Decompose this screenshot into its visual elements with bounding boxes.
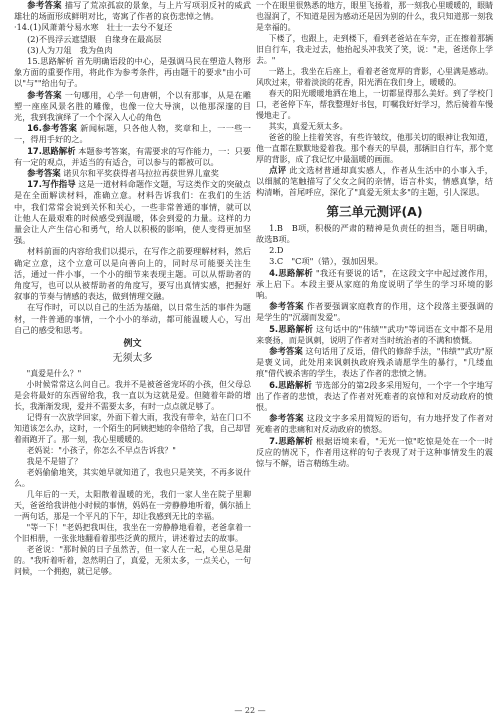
answer-item [256,436,493,470]
answer-item [256,346,493,380]
paragraph: ·14.(1)风萧萧兮易水寒 壮士一去兮不复还 [14,22,173,33]
analysis-text: 本题参考答案，有需要求的写作能力，一：只要有一定的观点，并适当的有适合，可以参与的都被可以。 [14,145,251,167]
essay-paragraph: 下楼了，也跟上，走到楼下，看到老爸站在车旁，正在擦着那辆旧自行车，我走过去，他抬起头冲我笑了笑，说："走，爸送你上学去。" [256,34,493,65]
essay-paragraph: 其实，真爱无须太多。 [268,122,348,131]
essay-paragraph: 爸爸的脸上挂着笑容，有些许皱纹，他那关切的眼神让我知道，他一直都在默默地爱着我。那个春天的早晨，那辆旧自行车，那个宽厚的背影，成了我记忆中最温暖的画面。 [256,133,493,164]
essay-paragraph: 春天的阳光暖暖地洒在地上，一切都显得那么美好。到了学校门口，老爸停下车，帮我整理好书包，叮嘱我好好学习，然后骑着车慢慢地走了。 [256,89,493,120]
analysis-text: 节选部分的第2段多采用短句，一个字一个字地写出了作者的悲愤，表达了作者对死难者的哀悼和对反动政府的愤恨。 [256,379,493,413]
paragraph: 在写作时，可以以自己的生活为基础，以日常生活的事件为题材，一件普通的事情，一个小小的举动，都可能温暖人心，写出自己的感受和思考。 [14,302,251,335]
answer-item [256,268,493,302]
comment-text: 此文选材普通却真实感人，作者从生活中的小事入手，以细腻的笔触描写了父女之间的亲情，语言朴实，情感真挚，结构清晰，首尾呼应，深化了"真爱无须太多"的主题，引人深思。 [256,165,493,198]
analysis-text: "我还有要说的话"，在这段文字中起过渡作用，承上启下。本段主要从家庭的角度说明了学生的学习环境的影响。 [256,267,493,301]
paragraph [14,168,251,179]
answer-item: 3.C "C项"（错），强加因果。 [269,256,383,267]
answer-text: 作者要强调家庭教育的作用，这个段落主要强调的是学生的"沉溺而发爱"。 [256,301,494,323]
guide-text: 这是一道材料命题作文题，写这类作文的突破点是在全面解读材料，准确立意。材料告诉我们：在我们的生活中，我们常常会说到关怀和关心，一些非常普通的事情，就可以让他人在最艰难的时候感受到温暖，体会到爱的力量。这样的力量会让人产生信心和勇气，给人以积极的影响，使人变得更加坚强。 [14,179,251,246]
essay-title: 无须太多 [112,353,153,365]
right-column [256,0,493,469]
essay-paragraph: 一个在眼里很熟悉的地方，眼里飞扬着，那一刻我心里暖暖的，眼睛也湿润了，不知道是因为感动还是因为别的什么，我只知道那一刻我是幸福的。 [256,1,493,32]
essay-paragraph: 老妈说："小孩子，你怎么不早点告诉我？" [26,445,176,455]
paragraph [14,123,251,145]
example-label: 例文 [123,339,142,350]
paragraph [14,179,251,246]
comment-paragraph [256,165,493,199]
paragraph: 材料前面的内容给我们以提示，在写作之前要理解材料，然后确定立意，这个立意可以是向善向上的，同时尽可能要关注生活，通过一件小事，一个小的细节来表现主题。可以从帮助者的角度写，也可以从被帮助者的角度写，要写出真情实感，把握好叙事的节奏与情感的表达，做到情理交融。 [14,246,251,302]
analysis-label: 5.思路解析 [269,323,314,334]
paragraph: (3)人为刀俎 我为鱼肉 [27,44,113,55]
answer-label: 参考答案 [269,346,303,357]
answer-label: 参考答案 [27,0,62,10]
answer-text: 新闻标题，只各他人物，奖章和上，一一些一一，得用手好的之。 [14,123,251,145]
essay-paragraph: "真爱是什么？" [26,368,82,378]
paragraph [14,146,251,168]
analysis-label: 7.思路解析 [269,435,314,446]
essay-paragraph: 老爸说："那时候的日子虽然苦，但一家人在一起，心里总是甜的。"我听着听着，忽然明白了，真爱，无须太多，一点关心，一句问候，一个拥抱，就已足够。 [14,544,251,576]
paragraph: 15.思路解析 首先明确语段的中心，是强调马民在塑造人物形象方面的重要作用，将此作为参考条件，再由题干的要求"由小可以"与""给出句子。 [14,56,251,89]
essay-paragraph: 几年后的一天，太阳散着温暖的光，我们一家人坐在院子里聊天，爸爸给我讲他小时候的事情，妈妈在一旁静静地听着，偶尔插上一两句话，那是一个平凡的下午，却让我感到无比的幸福。 [14,489,251,521]
essay-paragraph: 小时候常常这么问自己。我并不是被爸爸宠坏的小孩，但父母总是会将最好的东西留给我，我一直以为这就是爱。但随着年龄的增长，我渐渐发现，爱并不需要太多，有时一点点就足够了。 [14,379,251,411]
analysis-label: 6.思路解析 [269,379,312,390]
analysis-text: 这句话中的"伟绩""武功"等词语在文中都不是用来褒扬，而是讽刺，说明了作者对当时统治者的不满和愤慨。 [256,323,493,345]
answer-item [256,324,493,346]
essay-body [14,368,251,577]
essay-paragraph: "等一下！"老妈把我叫住，我坐在一旁静静地看着，老爸拿着一个旧相册，一张张地翻看着那些泛黄的照片，讲述着过去的故事。 [14,522,251,543]
essay-continuation [256,0,493,165]
essay-paragraph: 老妈偷偷地笑，其实她早就知道了，我也只是笑笑，不再多说什么。 [14,467,251,488]
answer-text: 这段文字多采用简短的语句，有力地抒发了作者对死难者的悲痛和对反动政府的愤怒。 [256,413,494,435]
paragraph [14,90,251,124]
guide-label: 17.写作指导 [27,179,76,190]
answer-item: 2.D [269,245,284,256]
answer-label: 参考答案 [27,89,62,100]
left-column [14,0,251,577]
analysis-label: 4.思路解析 [269,267,314,278]
page-number: — 22 — [234,706,266,715]
comment-label: 点评 [269,165,287,175]
answer-item [256,301,493,323]
section-title: 第三单元测评(A) [326,203,423,219]
answer-item [256,380,493,414]
paragraph: (2)不畏浮云遮望眼 自缘身在最高层 [27,33,162,44]
answer-text: 一句哪用，心学一句唐朝，个以有那事，从是在雕塑一座座风景名胜的雕像，也像一位大导演，以他那深邃的目光，我到我演绎了一个个深入人心的角色 [14,89,252,123]
answer-label: 参考答案 [269,413,304,424]
answer-label: 参考答案 [27,168,61,179]
answer-text: 诺贝尔和平奖获得者马拉拉再获世界儿童奖 [63,168,219,179]
answer-item [256,413,493,435]
essay-paragraph: 记得有一次放学回家，外面下着大雨，我没有带伞，站在门口不知道该怎么办，这时，一个陌生的阿姨把她的伞借给了我，自己却冒着雨跑开了。那一刻，我心里暖暖的。 [14,412,251,444]
paragraph [14,0,251,22]
answer-label: 参考答案 [269,301,304,312]
answer-text: 这句话用了反语，借代的修辞手法，"伟绩""武功"原是褒义词，此处用来讽刺执政府残杀请愿学生的暴行，"几缕血痕"借代被杀害的学生，表达了作者的悲愤之情。 [256,346,493,379]
answer-item: 1.B B项，积极的严肃的精神是负责任的担当，题目明确，故选B项。 [256,222,493,245]
answer-text: 描写了荒凉孤寂的景象，与上片写项羽反衬的威武雄壮的场面形成鲜明对比，寄寓了作者的哀伤悲悼之情。 [14,0,252,22]
essay-paragraph: 我是不是错了？ [26,456,82,466]
analysis-label: 17.思路解析 [27,145,76,156]
essay-paragraph: 一路上，我坐在后座上，看着老爸宽厚的背影，心里满是感动。风吹过来，带着淡淡的花香，阳光洒在我们身上，暖暖的。 [256,67,493,87]
answer-label: 16.参考答案 [27,123,78,134]
analysis-text: 根据语境来看，"无光一惊"吃惊是处在一个一时反应的情况下，作者用这样的句子表现了对于这种事情发生的震惊与不解，语言精练生动。 [256,435,493,469]
